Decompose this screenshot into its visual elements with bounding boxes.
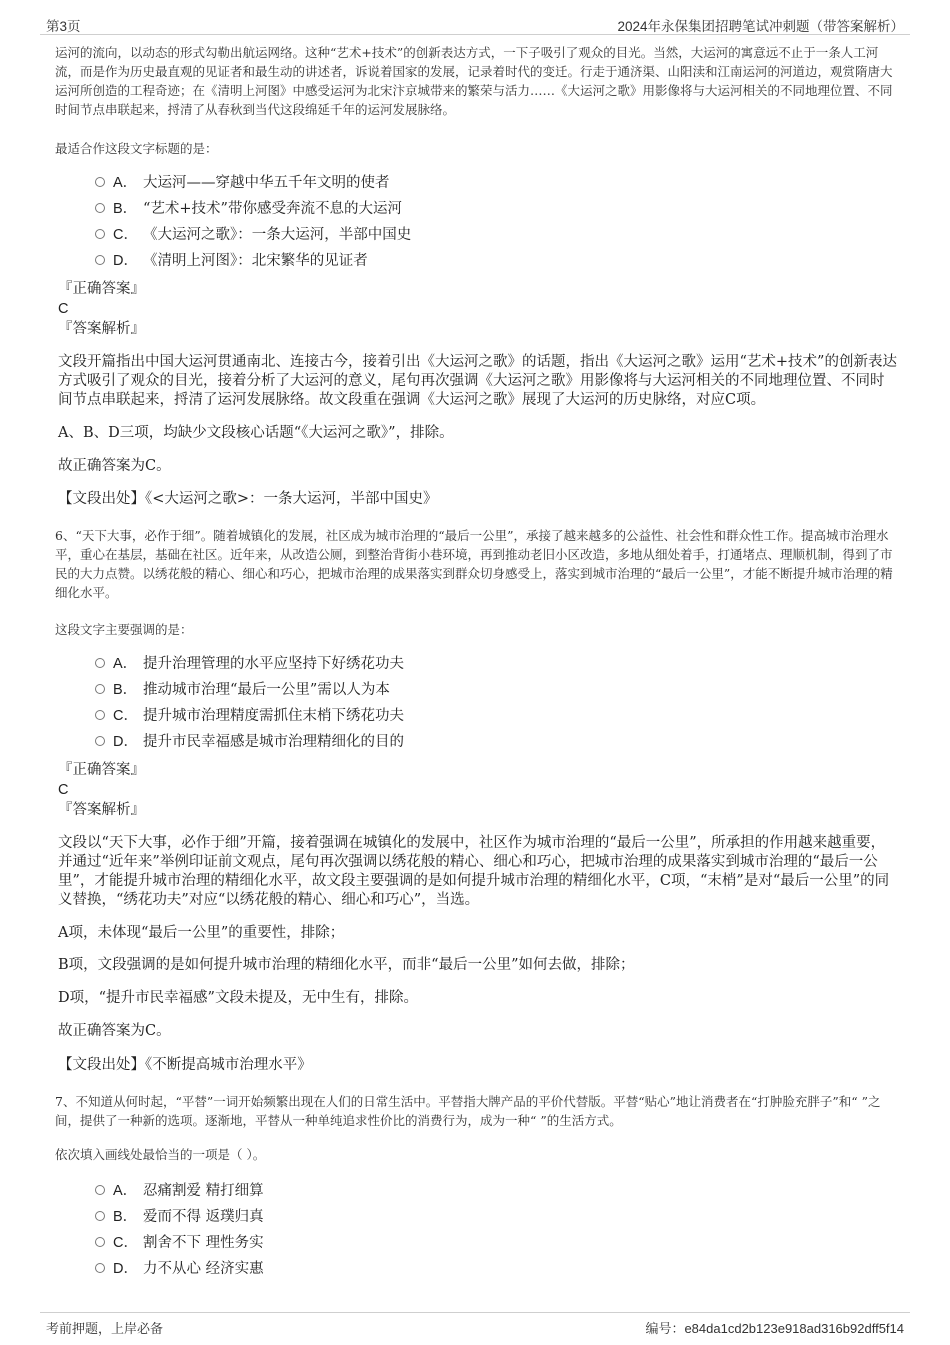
q5-option-d[interactable]: D． 《清明上河图》：北宋繁华的见证者 xyxy=(95,248,855,274)
radio-icon[interactable] xyxy=(95,203,105,213)
radio-icon[interactable] xyxy=(95,1185,105,1195)
q5-answer: C xyxy=(58,301,69,317)
q6-option-a[interactable]: A． 提升治理管理的水平应坚持下好绣花功夫 xyxy=(95,651,855,677)
q6-answer-label: 『正确答案』 xyxy=(58,762,145,778)
radio-icon[interactable] xyxy=(95,1263,105,1273)
q7-option-a[interactable]: A． 忍痛割爱 精打细算 xyxy=(95,1178,855,1204)
q7-option-c[interactable]: C． 割舍不下 理性务实 xyxy=(95,1230,855,1256)
q6-source: 【文段出处】《不断提高城市治理水平》 xyxy=(58,1057,312,1073)
q7-passage: 7、不知道从何时起，“平替”一词开始频繁出现在人们的日常生活中。平替指大牌产品的平价代替版。平替“贴心”地让消费者在“打肿脸充胖子”和“ ”之间，提供了一种新的选项。逐渐地，平替从一种单纯追求性价比的消费行为，成为一种“ ”的生活方式。 xyxy=(55,1094,881,1128)
q6-option-b[interactable]: B． 推动城市治理“最后一公里”需以人为本 xyxy=(95,677,855,703)
q5-option-c[interactable]: C． 《大运河之歌》：一条大运河，半部中国史 xyxy=(95,222,855,248)
document-id: 编号：e84da1cd2b123e918ad316b92dff5f14 xyxy=(645,1321,904,1336)
radio-icon[interactable] xyxy=(95,1211,105,1221)
q5-option-a[interactable]: A． 大运河——穿越中华五千年文明的使者 xyxy=(95,170,855,196)
q7-option-d[interactable]: D． 力不从心 经济实惠 xyxy=(95,1256,855,1282)
radio-icon[interactable] xyxy=(95,710,105,720)
radio-icon[interactable] xyxy=(95,177,105,187)
q6-answer: C xyxy=(58,782,69,798)
footer-slogan: 考前押题，上岸必备 xyxy=(46,1322,164,1337)
radio-icon[interactable] xyxy=(95,684,105,694)
page-footer xyxy=(40,1312,910,1337)
q5-analysis-conclusion: 故正确答案为C。 xyxy=(58,458,171,474)
q5-question: 最适合作这段文字标题的是： xyxy=(55,141,218,156)
q5-analysis-paragraph: 文段开篇指出中国大运河贯通南北、连接古今，接着引出《大运河之歌》的话题，指出《大运河之歌》运用“艺术+技术”的创新表达方式吸引了观众的目光，接着分析了大运河的意义，尾句再次强调《大运河之歌》用影像将与大运河相关的不同地理位置、不同时间节点串联起来，捋清了运河发展脉络。故文段重在强调《大运河之歌》展现了大运河的历史脉络，对应C项。 xyxy=(58,354,897,408)
q6-passage: 6、“天下大事，必作于细”。随着城镇化的发展，社区成为城市治理的“最后一公里”，承接了越来越多的公益性、社会性和群众性工作。提高城市治理水平，重心在基层，基础在社区。近年来，从改造公厕，到整治背街小巷环境，再到推动老旧小区改造，多地从细处着手，打通堵点、理顺机制，得到了市民的大力点赞。以绣花般的精心、细心和巧心，把城市治理的成果落实到群众切身感受上，落实到城市治理的“最后一公里”，才能不断提升城市治理的精细化水平。 xyxy=(55,528,893,600)
q7-options xyxy=(95,1178,855,1282)
q6-analysis-paragraph: 文段以“天下大事，必作于细”开篇，接着强调在城镇化的发展中，社区作为城市治理的“最后一公里”，所承担的作用越来越重要，并通过“近年来”举例印证前文观点，尾句再次强调以绣花般的精心、细心和巧心，把城市治理的成果落实到城市治理的“最后一公里”，才能提升城市治理的精细化水平，故文段主要强调的是如何提升城市治理的精细化水平，C项，“末梢”是对“最后一公里”的同义替换，“绣花功夫”对应“以绣花般的精心、细心和巧心”，当选。 xyxy=(58,835,890,908)
radio-icon[interactable] xyxy=(95,1237,105,1247)
q6-option-d[interactable]: D． 提升市民幸福感是城市治理精细化的目的 xyxy=(95,729,855,755)
q6-analysis-b: B项，文段强调的是如何提升城市治理的精细化水平，而非“最后一公里”如何去做，排除； xyxy=(58,957,635,973)
q5-options xyxy=(95,170,855,274)
page-number: 第3页 xyxy=(46,19,81,34)
q6-options xyxy=(95,651,855,755)
q5-passage-tail: 运河的流向，以动态的形式勾勒出航运网络。这种“艺术+技术”的创新表达方式，一下子吸引了观众的目光。当然，大运河的寓意远不止于一条人工河流，而是作为历史最直观的见证者和最生动的讲述者，诉说着国家的发展，记录着时代的变迁。行走于通济渠、山阳渎和江南运河的河道边，观赏隋唐大运河所创造的工程奇迹；在《清明上河图》中感受运河为北宋汴京城带来的繁荣与活力……《大运河之歌》用影像将与大运河相关的不同地理位置、不同时间节点串联起来，捋清了从春秋到当代这段绵延千年的运河发展脉络。 xyxy=(55,45,893,117)
q6-option-c[interactable]: C． 提升城市治理精度需抓住末梢下绣花功夫 xyxy=(95,703,855,729)
q5-option-b[interactable]: B． “艺术+技术”带你感受奔流不息的大运河 xyxy=(95,196,855,222)
q5-analysis-exclusion: A、B、D三项，均缺少文段核心话题“《大运河之歌》”，排除。 xyxy=(58,425,454,441)
q6-analysis-a: A项，未体现“最后一公里”的重要性，排除； xyxy=(58,925,345,941)
radio-icon[interactable] xyxy=(95,229,105,239)
radio-icon[interactable] xyxy=(95,255,105,265)
q6-analysis-label: 『答案解析』 xyxy=(58,802,145,818)
document-title: 2024年永保集团招聘笔试冲刺题（带答案解析） xyxy=(617,19,904,34)
q7-question: 依次填入画线处最恰当的一项是（ ）。 xyxy=(55,1147,266,1162)
q7-option-b[interactable]: B． 爱而不得 返璞归真 xyxy=(95,1204,855,1230)
q6-question: 这段文字主要强调的是： xyxy=(55,622,193,637)
q6-analysis-d: D项，“提升市民幸福感”文段未提及，无中生有，排除。 xyxy=(58,990,418,1006)
q5-answer-label: 『正确答案』 xyxy=(58,281,145,297)
q6-analysis-conclusion: 故正确答案为C。 xyxy=(58,1023,171,1039)
q5-source: 【文段出处】《<大运河之歌>：一条大运河，半部中国史》 xyxy=(58,491,438,507)
page-header xyxy=(40,12,910,35)
radio-icon[interactable] xyxy=(95,658,105,668)
radio-icon[interactable] xyxy=(95,736,105,746)
q5-analysis-label: 『答案解析』 xyxy=(58,321,145,337)
